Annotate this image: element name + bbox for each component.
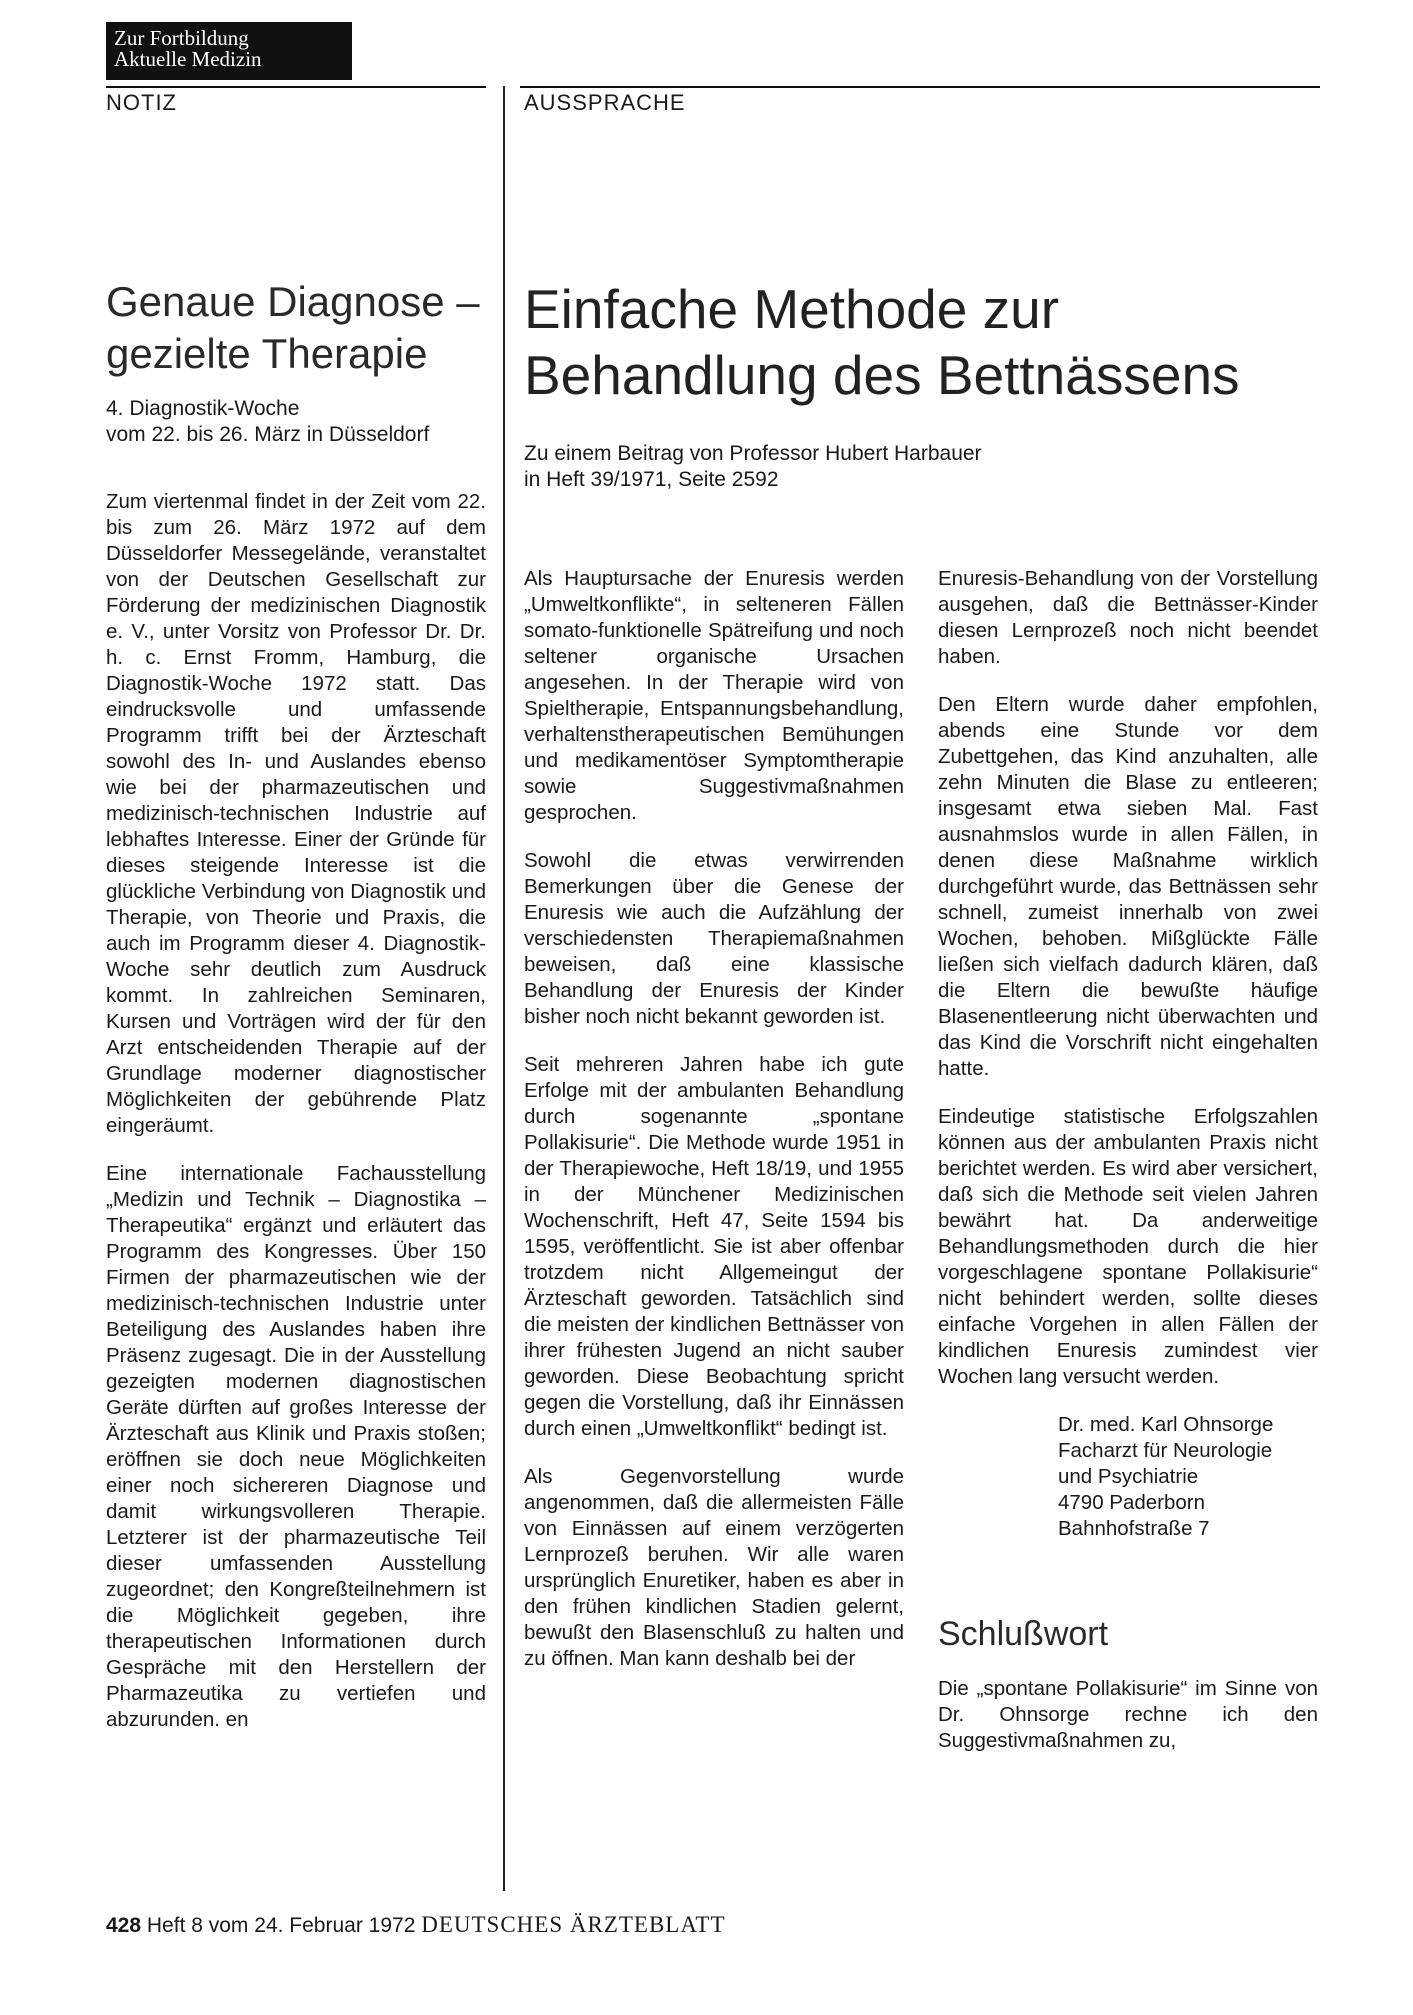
left-article-subtitle	[106, 396, 501, 448]
right-col2-paragraph-2: Den Eltern wurde daher empfohlen, abends eine Stunde vor dem Zubettgehen, das Kind anzuhalten, alle zehn Minuten die Blase zu entleeren; insgesamt etwa sieben Mal. Fast ausnahmslos wurde in allen Fällen, in denen diese Maßnahme wirklich durchgeführt wurde, das Bettnässen sehr schnell, zumeist innerhalb von zwei Wochen, behoben. Mißglückte Fälle ließen sich vielfach dadurch klären, daß die Eltern die bewußte häufige Blasenentleerung nicht überwachten und das Kind die Vorschrift nicht eingehalten hatte.	[938, 693, 1318, 1080]
right-col2-paragraph-1: Enuresis-Behandlung von der Vorstellung ausgehen, daß die Bettnässer-Kinder diesen Lernprozeß noch nicht beendet haben.	[938, 567, 1318, 668]
right-col1-paragraph-3: Seit mehreren Jahren habe ich gute Erfolge mit der ambulanten Behandlung durch sogenannte „spontane Pollakisurie“. Die Methode wurde 1951 in der Therapiewoche, Heft 18/19, und 1955 in der Münchener Medizinischen Wochenschrift, Heft 47, Seite 1594 bis 1595, veröffentlicht. Sie ist aber offenbar trotzdem nicht Allgemeingut der Ärzteschaft geworden. Tatsächlich sind die meisten der kindlichen Bettnässer von ihrer frühesten Jugend an nicht sauber geworden. Diese Beobachtung spricht gegen die Vorstellung, daß ihr Einnässen durch einen „Umweltkonflikt“ bedingt ist.	[524, 1053, 904, 1440]
issue-info: Heft 8 vom 24. Februar 1972	[146, 1914, 416, 1937]
badge-line-2: Aktuelle Medizin	[114, 47, 262, 71]
right-col2-paragraph-3: Eindeutige statistische Erfolgszahlen können aus der ambulanten Praxis nicht berichtet werden. Es wird aber versichert, daß sich die Methode seit vielen Jahren bewährt hat. Da anderweitige Behandlungsmethoden durch die hier vorgeschlagene spontane Pollakisurie“ nicht behindert werden, sollte dieses einfache Vorgehen in allen Fällen der kindlichen Enuresis zumindest vier Wochen lang versucht werden.	[938, 1105, 1318, 1388]
signature-line-5: Bahnhofstraße 7	[1058, 1517, 1210, 1540]
section-label-notiz: NOTIZ	[106, 90, 177, 115]
left-paragraph-2: Eine internationale Fachausstellung „Medizin und Technik – Diagnostika – Therapeutika“ ergänzt und erläutert das Programm des Kongresses. Über 150 Firmen der pharmazeutischen wie der medizinisch-technischen Industrie unter Beteiligung des Auslandes haben ihre Präsenz zugesagt. Die in der Ausstellung gezeigten modernen diagnostischen Geräte dürften auf großes Interesse der Ärzteschaft aus Klinik und Praxis stoßen; eröffnen sie doch neue Möglichkeiten einer noch sichereren Diagnose und damit wirkungsvolleren Therapie. Letzterer ist der pharmazeutische Teil dieser umfassenden Ausstellung zugeordnet; den Kongreßteilnehmern ist die Möglichkeit gegeben, ihre therapeutischen Informationen durch Gespräche mit den Herstellern der Pharmazeutika zu vertiefen und abzurunden. en	[106, 1162, 486, 1731]
signature-line-2: Facharzt für Neurologie	[1058, 1439, 1273, 1462]
author-signature	[1058, 1412, 1318, 1542]
right-subtitle-line-1: Zu einem Beitrag von Professor Hubert Harbauer	[524, 442, 982, 465]
right-top-rule	[520, 86, 1320, 88]
left-article-body	[106, 489, 486, 1755]
right-col1-paragraph-2: Sowohl die etwas verwirrenden Bemerkungen über die Genese der Enuresis wie auch die Aufzählung der verschiedensten Therapiemaßnahmen beweisen, daß eine klassische Behandlung der Enuresis der Kinder bisher noch nicht bekannt geworden ist.	[524, 849, 904, 1028]
page-number: 428	[106, 1914, 142, 1937]
right-article-column-1	[524, 566, 904, 1694]
signature-line-1: Dr. med. Karl Ohnsorge	[1058, 1413, 1274, 1436]
badge-line-1: Zur Fortbildung	[114, 26, 249, 50]
schlusswort-text: Die „spontane Pollakisurie“ im Sinne von Dr. Ohnsorge rechne ich den Suggestivmaßnahmen zu,	[938, 1677, 1318, 1752]
left-paragraph-1: Zum viertenmal findet in der Zeit vom 22. bis zum 26. März 1972 auf dem Düsseldorfer Messegelände, veranstaltet von der Deutschen Gesellschaft zur Förderung der medizinischen Diagnostik e. V., unter Vorsitz von Professor Dr. Dr. h. c. Ernst Fromm, Hamburg, die Diagnostik-Woche 1972 statt. Das eindrucksvolle und umfassende Programm trifft bei der Ärzteschaft sowohl des In- und Auslandes ebenso wie bei der pharmazeutischen und medizinisch-technischen Industrie auf lebhaftes Interesse. Einer der Gründe für dieses steigende Interesse ist die glückliche Verbindung von Diagnostik und Therapie, von Theorie und Praxis, die auch im Programm dieser 4. Diagnostik-Woche sehr deutlich zum Ausdruck kommt. In zahlreichen Seminaren, Kursen und Vorträgen wird der für den Arzt entscheidenden Therapie auf der Grundlage moderner diagnostischer Möglichkeiten der gebührende Platz eingeräumt.	[106, 490, 486, 1137]
right-col1-paragraph-4: Als Gegenvorstellung wurde angenommen, daß die allermeisten Fälle von Einnässen auf einem verzögerten Lernprozeß beruhen. Wir alle waren ursprünglich Enuretiker, haben es aber in den frühen kindlichen Stadien gelernt, bewußt den Blasenschluß zu halten und zu öffnen. Man kann deshalb bei der	[524, 1465, 904, 1670]
schlusswort-heading: Schlußwort	[938, 1615, 1109, 1653]
left-top-rule	[106, 86, 486, 88]
left-subtitle-line-2: vom 22. bis 26. März in Düsseldorf	[106, 423, 430, 446]
page-footer	[106, 1912, 726, 1939]
right-article-column-2	[938, 566, 1318, 1776]
right-col1-paragraph-1: Als Hauptursache der Enuresis werden „Umweltkonflikte“, in selteneren Fällen somato-funktionelle Spätreifung und noch seltener organische Ursachen angesehen. In der Therapie wird von Spieltherapie, Entspannungsbehandlung, verhaltenstherapeutischen Bemühungen und medikamentöser Symptomtherapie sowie Suggestivmaßnahmen gesprochen.	[524, 567, 904, 824]
signature-line-3: und Psychiatrie	[1058, 1465, 1199, 1488]
column-divider	[503, 86, 505, 1891]
left-article-title: Genaue Diagnose – gezielte Therapie	[106, 278, 480, 377]
signature-line-4: 4790 Paderborn	[1058, 1491, 1206, 1514]
section-label-aussprache: AUSSPRACHE	[524, 90, 686, 115]
right-subtitle-line-2: in Heft 39/1971, Seite 2592	[524, 468, 779, 491]
section-badge	[106, 22, 352, 80]
right-article-title: Einfache Methode zur Behandlung des Bettnässens	[524, 278, 1240, 406]
left-subtitle-line-1: 4. Diagnostik-Woche	[106, 397, 300, 420]
magazine-name: DEUTSCHES ÄRZTEBLATT	[421, 1912, 726, 1937]
right-article-subtitle	[524, 441, 1084, 493]
